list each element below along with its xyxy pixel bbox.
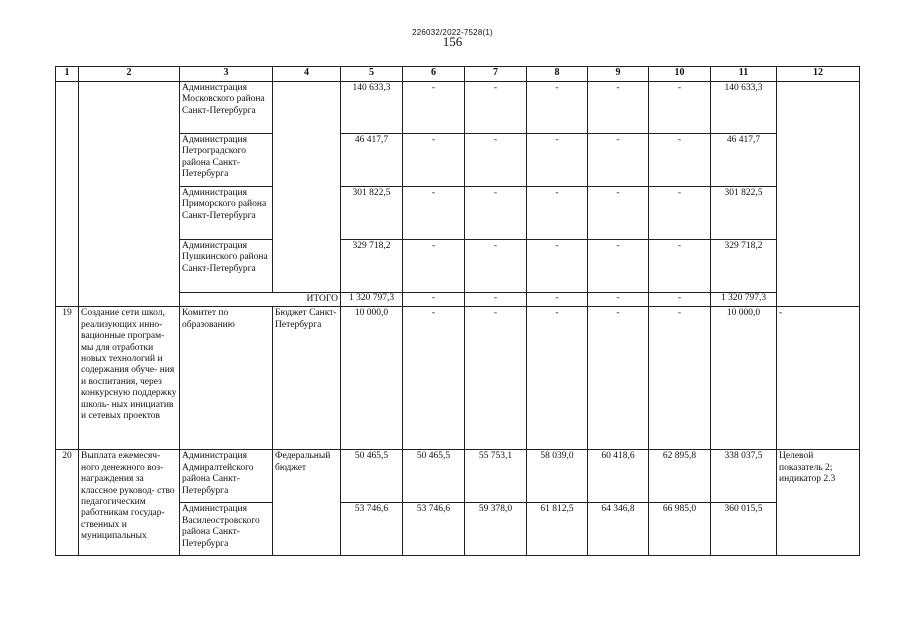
col-header: 1 [56,67,79,82]
dash-cell: - [465,240,527,293]
measure-name: Выплата ежемесяч- ного денежного воз- награждения за классное руковод- ство педагогическим работникам государ- ственных и муниципальных [79,450,180,556]
col-header: 7 [465,67,527,82]
dash-cell: - [588,187,649,240]
dash-cell: - [403,240,465,293]
table-row [56,82,860,134]
amount-cell: 59 378,0 [465,503,527,556]
funding-source: Федеральный бюджет [273,450,341,556]
indicator-cell: - [777,307,860,450]
col-header: 12 [777,67,860,82]
dash-cell: - [527,240,588,293]
amount-cell: 60 418,6 [588,450,649,503]
dash-cell: - [403,293,465,307]
dash-cell: - [527,82,588,134]
amount-cell: 64 346,8 [588,503,649,556]
amount-cell: 140 633,3 [341,82,403,134]
dash-cell: - [403,82,465,134]
total-cell: 10 000,0 [711,307,777,450]
col-header: 5 [341,67,403,82]
dash-cell: - [649,187,711,240]
org-cell: Администрация Московского района Санкт-Петербурга [180,82,273,134]
total-cell: 360 015,5 [711,503,777,556]
page-number: 156 [442,34,463,49]
amount-cell: 62 895,8 [649,450,711,503]
dash-cell: - [465,82,527,134]
amount-cell: 329 718,2 [341,240,403,293]
total-cell: 338 037,5 [711,450,777,503]
empty-cell [56,82,79,307]
amount-cell: 50 465,5 [341,450,403,503]
dash-cell: - [403,187,465,240]
empty-cell [273,82,341,293]
dash-cell: - [403,134,465,187]
dash-cell: - [403,307,465,450]
col-header: 9 [588,67,649,82]
amount-cell: 53 746,6 [341,503,403,556]
org-cell: Администрация Пушкинского района Санкт-Петербурга [180,240,273,293]
amount-cell: 46 417,7 [341,134,403,187]
amount-cell: 50 465,5 [403,450,465,503]
itogo-label: ИТОГО [180,293,341,307]
dash-cell: - [649,134,711,187]
org-cell: Администрация Приморского района Санкт-Петербурга [180,187,273,240]
amount-cell: 66 985,0 [649,503,711,556]
col-header: 6 [403,67,465,82]
dash-cell: - [527,307,588,450]
total-cell: 329 718,2 [711,240,777,293]
budget-table [55,66,860,556]
amount-cell: 61 812,5 [527,503,588,556]
row-number: 20 [56,450,79,556]
dash-cell: - [649,82,711,134]
amount-cell: 10 000,0 [341,307,403,450]
amount-cell: 55 753,1 [465,450,527,503]
dash-cell: - [465,307,527,450]
dash-cell: - [649,293,711,307]
header-row [56,67,860,82]
row-number: 19 [56,307,79,450]
total-cell: 46 417,7 [711,134,777,187]
dash-cell: - [649,307,711,450]
col-header: 8 [527,67,588,82]
dash-cell: - [588,134,649,187]
empty-cell [777,82,860,307]
col-header: 4 [273,67,341,82]
dash-cell: - [588,307,649,450]
dash-cell: - [527,134,588,187]
dash-cell: - [588,240,649,293]
dash-cell: - [649,240,711,293]
funding-source: Бюджет Санкт- Петербурга [273,307,341,450]
dash-cell: - [465,134,527,187]
amount-cell: 58 039,0 [527,450,588,503]
dash-cell: - [588,82,649,134]
dash-cell: - [465,187,527,240]
table-row [56,307,860,450]
measure-name: Создание сети школ, реализующих инно- вационные програм- мы для отработки новых технологий и содержания обуче- ния и воспитания, через конкурсную поддержку школь- ных инициатив и сетевых проектов [79,307,180,450]
dash-cell: - [465,293,527,307]
total-cell: 301 822,5 [711,187,777,240]
col-header: 3 [180,67,273,82]
org-cell: Администрация Адмиралтейского района Санкт-Петербурга [180,450,273,503]
itogo-total: 1 320 797,3 [711,293,777,307]
dash-cell: - [588,293,649,307]
dash-cell: - [527,187,588,240]
table-row [56,450,860,503]
document-code: 226032/2022-7528(1) [412,28,493,37]
col-header: 10 [649,67,711,82]
indicator-cell: Целевой показатель 2; индикатор 2.3 [777,450,860,556]
itogo-amount: 1 320 797,3 [341,293,403,307]
total-cell: 140 633,3 [711,82,777,134]
org-cell: Комитет по образованию [180,307,273,450]
org-cell: Администрация Петроградского района Санкт-Петербурга [180,134,273,187]
empty-cell [79,82,180,307]
amount-cell: 301 822,5 [341,187,403,240]
org-cell: Администрация Василеостровского района Санкт-Петербурга [180,503,273,556]
col-header: 11 [711,67,777,82]
col-header: 2 [79,67,180,82]
dash-cell: - [527,293,588,307]
amount-cell: 53 746,6 [403,503,465,556]
